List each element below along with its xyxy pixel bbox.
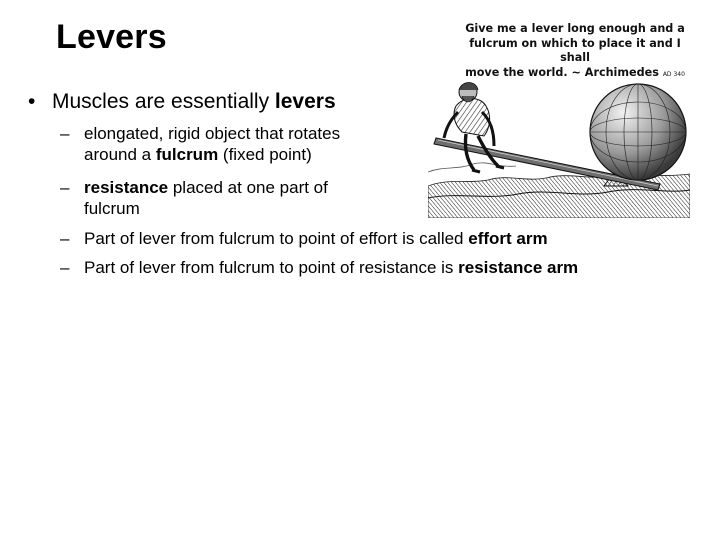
archimedes-figure <box>428 18 690 218</box>
sub-bullet-3-text: Part of lever from fulcrum to point of effort is called effort arm <box>84 229 548 248</box>
sub-bullet-dash: – <box>60 258 70 277</box>
sub-bullet-1-text: elongated, rigid object that rotates around a fulcrum (fixed point) <box>84 124 341 164</box>
archimedes-figure-drawing <box>444 83 504 173</box>
quote-line-3: move the world. ~ Archimedes AD 340 <box>465 65 685 79</box>
sub-bullet-2-text: resistance placed at one part of fulcrum <box>84 178 328 218</box>
sub-bullet-dash: – <box>60 229 70 248</box>
sub-bullet-dash: – <box>60 124 70 143</box>
quote-line-2: fulcrum on which to place it and I shall <box>469 36 681 64</box>
slide-title: Levers <box>56 18 167 56</box>
sub-bullet-dash: – <box>60 178 70 197</box>
sub-bullet-4-text: Part of lever from fulcrum to point of resistance is resistance arm <box>84 258 579 277</box>
quote-line-1: Give me a lever long enough and a <box>465 22 685 35</box>
main-bullet-text: Muscles are essentially levers <box>52 90 336 113</box>
quote-signature: AD 340 <box>662 70 685 78</box>
bullet-dot: • <box>28 90 36 113</box>
archimedes-lever-engraving <box>428 66 690 218</box>
